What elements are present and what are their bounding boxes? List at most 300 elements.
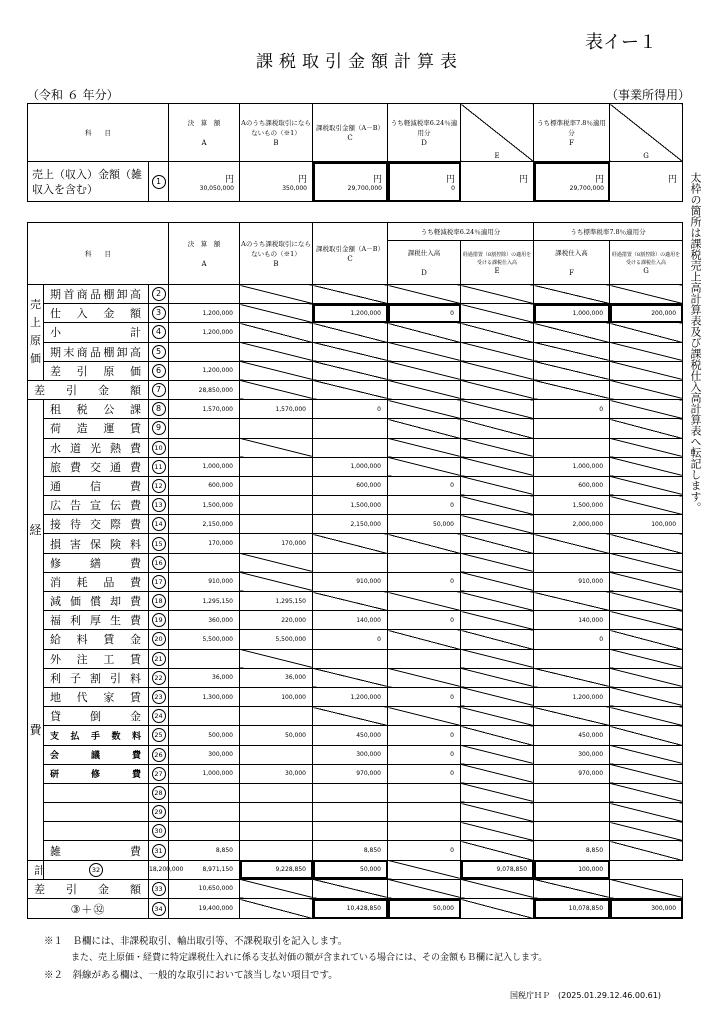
row-number: 32 xyxy=(44,860,149,879)
cell-f xyxy=(534,285,610,304)
cell-a xyxy=(169,342,240,361)
table-row xyxy=(28,400,683,419)
row-number: 26 xyxy=(149,745,169,764)
form-scope: （事業所得用） xyxy=(606,88,691,102)
cell-f: 2,000,000 xyxy=(534,515,610,534)
row-label: 期末商品棚卸高 xyxy=(44,342,149,361)
table-row xyxy=(28,630,683,649)
cell-f: 8,850 xyxy=(534,841,610,860)
cell-c xyxy=(313,592,388,611)
cell-a xyxy=(169,707,240,726)
cell-a: 170,000 xyxy=(169,534,240,553)
cell-d: 0 xyxy=(388,764,461,783)
row-label: 消耗品費 xyxy=(44,572,149,591)
table-row xyxy=(28,457,683,476)
cell-d: 0 xyxy=(388,304,461,323)
cell-b xyxy=(240,285,313,304)
row-label: 給料賃金 xyxy=(44,630,149,649)
table-row xyxy=(28,822,683,841)
cell-f: 0 xyxy=(534,630,610,649)
cell-b xyxy=(240,342,313,361)
col-c-header-2: 課税取引金額（A－B） C xyxy=(313,223,388,285)
table-row xyxy=(28,592,683,611)
cell-a: 8,850 xyxy=(169,841,240,860)
row-number: 24 xyxy=(149,707,169,726)
cell-f: 1,000,000 xyxy=(534,304,610,323)
cell-f xyxy=(534,822,610,841)
cell-g xyxy=(610,668,683,687)
row-label: 期首商品棚卸高 xyxy=(44,285,149,304)
cell-b xyxy=(240,380,313,399)
cell-c xyxy=(313,879,388,898)
cell-e xyxy=(461,668,534,687)
cell-f xyxy=(534,419,610,438)
cell-b: 8,971,150 xyxy=(169,860,240,879)
cell-g xyxy=(610,323,683,342)
col-f-header: うち標準税率7.8％適用分 F xyxy=(534,104,610,162)
table-row xyxy=(28,649,683,668)
cell-c xyxy=(313,553,388,572)
cell-d xyxy=(388,649,461,668)
cell-c xyxy=(313,783,388,802)
cell-e xyxy=(461,476,534,495)
row-label: 減価償却費 xyxy=(44,592,149,611)
cell-a: 28,850,000 xyxy=(169,380,240,399)
row-label: 仕入金額 xyxy=(44,304,149,323)
cell-c xyxy=(313,822,388,841)
cell-g xyxy=(610,803,683,822)
cell-c: 8,850 xyxy=(313,841,388,860)
cell-b xyxy=(240,496,313,515)
row-label xyxy=(44,783,149,802)
cell-d: 50,000 xyxy=(388,899,461,919)
cell-e xyxy=(461,342,534,361)
table-row xyxy=(28,572,683,591)
sales-e: 円 xyxy=(461,162,534,202)
cell-e xyxy=(461,380,534,399)
cell-b: 100,000 xyxy=(240,687,313,706)
cell-d xyxy=(388,592,461,611)
row-label: 差引原価 xyxy=(44,361,149,380)
row-number: 6 xyxy=(149,361,169,380)
cell-c: 10,428,850 xyxy=(313,899,388,919)
table-row xyxy=(28,476,683,495)
cell-b xyxy=(240,649,313,668)
table-row xyxy=(28,553,683,572)
reduced-rate-group: うち軽減税率6.24％適用分 xyxy=(388,223,534,241)
table-row xyxy=(28,879,683,898)
cell-a: 1,200,000 xyxy=(169,304,240,323)
cell-a xyxy=(169,285,240,304)
row-number: 7 xyxy=(149,380,169,399)
cell-d: 50,000 xyxy=(388,515,461,534)
cell-d: 50,000 xyxy=(313,860,388,879)
cell-g xyxy=(610,419,683,438)
cell-b: 30,000 xyxy=(240,764,313,783)
cell-e xyxy=(461,496,534,515)
cell-f xyxy=(534,553,610,572)
cell-e xyxy=(461,630,534,649)
tax-year: （令和 ６ 年分） xyxy=(27,88,119,102)
cell-a: 36,000 xyxy=(169,668,240,687)
col-c-header: 課税取引金額（A－B） C xyxy=(313,104,388,162)
col-d-header-2: 課税仕入高 D xyxy=(388,241,461,285)
row-number: 23 xyxy=(149,687,169,706)
row-number: 18 xyxy=(149,592,169,611)
cell-b xyxy=(240,803,313,822)
cell-b xyxy=(240,553,313,572)
cell-c: 0 xyxy=(313,400,388,419)
cell-a: 18,200,000 xyxy=(149,860,169,879)
cell-a xyxy=(169,803,240,822)
cell-a: 1,500,000 xyxy=(169,496,240,515)
cell-g xyxy=(610,822,683,841)
cell-e xyxy=(461,304,534,323)
cell-a: 1,295,150 xyxy=(169,592,240,611)
row-number: 15 xyxy=(149,534,169,553)
row-number: 22 xyxy=(149,668,169,687)
row-number: 10 xyxy=(149,438,169,457)
row-label: 通信費 xyxy=(44,476,149,495)
subject-header-2: 科 目 xyxy=(28,223,169,285)
cell-d xyxy=(388,707,461,726)
cell-d xyxy=(388,419,461,438)
row-label: 雑費 xyxy=(44,841,149,860)
row-label: 広告宣伝費 xyxy=(44,496,149,515)
cell-e xyxy=(461,841,534,860)
cell-d xyxy=(388,822,461,841)
sales-f: 円 29,700,000 xyxy=(534,162,610,202)
col-g-header: G xyxy=(610,104,683,162)
row-number: 19 xyxy=(149,611,169,630)
cell-d: 0 xyxy=(388,572,461,591)
sales-c: 円 29,700,000 xyxy=(313,162,388,202)
row-label: 租税公課 xyxy=(44,400,149,419)
row-label: 地代家賃 xyxy=(44,687,149,706)
table-row xyxy=(28,438,683,457)
cell-c xyxy=(313,438,388,457)
standard-rate-group: うち標準税率7.8％適用分 xyxy=(534,223,683,241)
cell-a xyxy=(169,783,240,802)
cell-e xyxy=(461,707,534,726)
row-label: 旅費交通費 xyxy=(44,457,149,476)
row-label: 差引金額 xyxy=(28,380,149,399)
row-number: 14 xyxy=(149,515,169,534)
page-title: 課税取引金額計算表 xyxy=(256,52,463,72)
cell-f xyxy=(534,707,610,726)
cell-d: 0 xyxy=(388,687,461,706)
cell-e xyxy=(461,726,534,745)
table-row xyxy=(28,496,683,515)
cell-g xyxy=(610,496,683,515)
row-label: 接待交際費 xyxy=(44,515,149,534)
sales-no: 1 xyxy=(149,162,169,202)
row-number: 4 xyxy=(149,323,169,342)
purchases-table xyxy=(27,222,683,919)
cell-b: 1,570,000 xyxy=(240,400,313,419)
cell-c: 910,000 xyxy=(313,572,388,591)
cell-d: 0 xyxy=(388,745,461,764)
cell-e xyxy=(461,515,534,534)
row-number: 20 xyxy=(149,630,169,649)
table-row xyxy=(28,860,683,879)
col-b-header-2: Aのうち課税取引にならないもの（※1） B xyxy=(240,223,313,285)
cell-g xyxy=(610,649,683,668)
row-label: 外注工賃 xyxy=(44,649,149,668)
table-row xyxy=(28,380,683,399)
cell-c xyxy=(313,361,388,380)
form-id: 表イー１ xyxy=(585,32,657,53)
row-number: 31 xyxy=(149,841,169,860)
sales-table xyxy=(27,103,683,202)
cell-f: 1,000,000 xyxy=(534,457,610,476)
cell-c xyxy=(313,707,388,726)
cell-f xyxy=(534,803,610,822)
cell-c: 600,000 xyxy=(313,476,388,495)
cell-a: 10,650,000 xyxy=(169,879,240,898)
cell-a: 360,000 xyxy=(169,611,240,630)
row-label: 福利厚生費 xyxy=(44,611,149,630)
cell-g xyxy=(610,879,683,898)
table-row xyxy=(28,764,683,783)
col-a-header-2: 決 算 額 A xyxy=(169,223,240,285)
row-label: 修繕費 xyxy=(44,553,149,572)
cell-c: 970,000 xyxy=(313,764,388,783)
cell-c: 1,200,000 xyxy=(313,687,388,706)
cell-a xyxy=(169,438,240,457)
table-row xyxy=(28,668,683,687)
cell-d xyxy=(388,400,461,419)
cell-d xyxy=(388,438,461,457)
row-number: 12 xyxy=(149,476,169,495)
row-number: 21 xyxy=(149,649,169,668)
cell-a: 1,000,000 xyxy=(169,764,240,783)
cell-e xyxy=(461,879,534,898)
row-number: 2 xyxy=(149,285,169,304)
cell-g xyxy=(610,687,683,706)
cell-e xyxy=(461,361,534,380)
cell-f: 450,000 xyxy=(534,726,610,745)
cell-c xyxy=(313,342,388,361)
cell-b xyxy=(240,476,313,495)
cell-g: 200,000 xyxy=(610,304,683,323)
cell-d: 0 xyxy=(388,611,461,630)
row-number: 5 xyxy=(149,342,169,361)
cell-g xyxy=(610,361,683,380)
cell-g xyxy=(610,707,683,726)
cell-a: 1,300,000 xyxy=(169,687,240,706)
cell-f: 300,000 xyxy=(534,745,610,764)
cell-a: 500,000 xyxy=(169,726,240,745)
cell-a: 1,000,000 xyxy=(169,457,240,476)
row-label xyxy=(44,803,149,822)
row-number: 3 xyxy=(149,304,169,323)
row-number: 11 xyxy=(149,457,169,476)
table-row xyxy=(28,745,683,764)
cell-g xyxy=(610,285,683,304)
cell-e xyxy=(461,764,534,783)
cell-f: 910,000 xyxy=(534,572,610,591)
sales-g: 円 xyxy=(610,162,683,202)
row-label: 損害保険料 xyxy=(44,534,149,553)
table-row xyxy=(28,515,683,534)
cell-a: 1,570,000 xyxy=(169,400,240,419)
cell-a: 600,000 xyxy=(169,476,240,495)
col-f-header-2: 課税仕入高 F xyxy=(534,241,610,285)
row-number: 9 xyxy=(149,419,169,438)
cell-f: 1,200,000 xyxy=(534,687,610,706)
cell-c xyxy=(313,380,388,399)
note-2: ※２ 斜線がある欄は、一般的な取引において該当しない項目です。 xyxy=(44,970,338,981)
subject-header: 科 目 xyxy=(28,104,169,162)
row-label: 利子割引料 xyxy=(44,668,149,687)
row-label: 支払手数料 xyxy=(44,726,149,745)
notes xyxy=(44,933,547,984)
cell-c xyxy=(313,803,388,822)
row-number: 8 xyxy=(149,400,169,419)
cell-b xyxy=(240,822,313,841)
cell-e xyxy=(461,611,534,630)
cell-b xyxy=(240,879,313,898)
note-1b: また、売上原価・経費に特定課税仕入れに係る支払対価の額が含まれている場合には、その金額もＢ欄に記入します。 xyxy=(44,953,548,963)
sales-d: 円 0 xyxy=(388,162,461,202)
table-row xyxy=(28,803,683,822)
row-number: 33 xyxy=(149,879,169,898)
cell-g xyxy=(610,380,683,399)
table-row xyxy=(28,419,683,438)
cell-a xyxy=(169,419,240,438)
cell-b xyxy=(240,707,313,726)
cell-f xyxy=(534,668,610,687)
table-row xyxy=(28,726,683,745)
row-number: 16 xyxy=(149,553,169,572)
transfer-note: 太枠の箇所は課税売上高計算表及び課税仕入高計算表へ転記します。 xyxy=(689,172,702,513)
cell-e xyxy=(461,419,534,438)
table-row xyxy=(28,361,683,380)
group-cogs: 売上原価 xyxy=(28,285,44,381)
cell-g xyxy=(610,572,683,591)
cell-f: 10,078,850 xyxy=(534,899,610,919)
cell-b xyxy=(240,361,313,380)
cell-f xyxy=(534,323,610,342)
cell-e xyxy=(461,438,534,457)
cell-b xyxy=(240,515,313,534)
cell-f xyxy=(534,592,610,611)
cell-f xyxy=(534,879,610,898)
cell-f xyxy=(534,649,610,668)
cell-g: 300,000 xyxy=(610,899,683,919)
cell-d xyxy=(388,323,461,342)
cell-a: 1,200,000 xyxy=(169,361,240,380)
row-number: 29 xyxy=(149,803,169,822)
cell-e xyxy=(461,899,534,919)
cell-a: 19,400,000 xyxy=(169,899,240,919)
cell-f xyxy=(534,438,610,457)
cell-g xyxy=(610,611,683,630)
cell-f xyxy=(534,534,610,553)
cell-c xyxy=(313,419,388,438)
table-row xyxy=(28,323,683,342)
cell-f xyxy=(534,342,610,361)
row-number: 13 xyxy=(149,496,169,515)
col-g-header-2: 経過措置（8割控除）の適用を受ける課税仕入高 G xyxy=(610,241,683,285)
cell-f: 1,500,000 xyxy=(534,496,610,515)
cell-c: 2,150,000 xyxy=(313,515,388,534)
cell-b: 220,000 xyxy=(240,611,313,630)
table-row xyxy=(28,783,683,802)
cell-d xyxy=(388,457,461,476)
cell-g xyxy=(610,592,683,611)
table-row xyxy=(28,707,683,726)
cell-b xyxy=(240,841,313,860)
cell-b xyxy=(240,899,313,919)
cell-a: 1,200,000 xyxy=(169,323,240,342)
cell-d xyxy=(388,380,461,399)
note-1: ※１ Ｂ欄には、非課税取引、輸出取引等、不課税取引を記入します。 xyxy=(44,936,348,947)
row-number: 34 xyxy=(149,899,169,919)
row-number: 27 xyxy=(149,764,169,783)
cell-g xyxy=(610,534,683,553)
row-label: 荷造運賃 xyxy=(44,419,149,438)
cell-d xyxy=(388,783,461,802)
cell-d xyxy=(388,803,461,822)
cell-a xyxy=(169,649,240,668)
cell-d: 0 xyxy=(388,841,461,860)
cell-d xyxy=(388,553,461,572)
cell-g xyxy=(610,457,683,476)
cell-f: 0 xyxy=(534,400,610,419)
cell-b: 5,500,000 xyxy=(240,630,313,649)
cell-g xyxy=(610,764,683,783)
cell-b xyxy=(240,419,313,438)
cell-d: 0 xyxy=(388,496,461,515)
row-number: 30 xyxy=(149,822,169,841)
cell-c xyxy=(313,649,388,668)
row-number: 17 xyxy=(149,572,169,591)
cell-e xyxy=(461,572,534,591)
cell-e xyxy=(461,534,534,553)
cell-b xyxy=(240,438,313,457)
cell-e xyxy=(461,285,534,304)
sales-label: 売上（収入）金額（雑収入を含む） xyxy=(28,162,149,202)
cell-d xyxy=(388,361,461,380)
table-row xyxy=(28,342,683,361)
cell-e xyxy=(461,592,534,611)
cell-g: 100,000 xyxy=(610,515,683,534)
cell-d: 0 xyxy=(388,476,461,495)
cell-c: 300,000 xyxy=(313,745,388,764)
row-label: 貸倒金 xyxy=(44,707,149,726)
cell-f: 140,000 xyxy=(534,611,610,630)
cell-b xyxy=(240,745,313,764)
cell-c xyxy=(313,323,388,342)
cell-g xyxy=(610,841,683,860)
cell-f: 600,000 xyxy=(534,476,610,495)
cell-b xyxy=(240,323,313,342)
cell-g xyxy=(610,553,683,572)
cell-g xyxy=(610,745,683,764)
cell-d xyxy=(388,630,461,649)
col-e-header-2: 経過措置（8割控除）の適用を受ける課税仕入高 E xyxy=(461,241,534,285)
cell-e xyxy=(461,457,534,476)
sales-a: 円 30,050,000 xyxy=(169,162,240,202)
row-label: 計 xyxy=(28,860,44,879)
table-row xyxy=(28,611,683,630)
cell-b xyxy=(240,457,313,476)
row-label: 研修費 xyxy=(44,764,149,783)
cell-b: 36,000 xyxy=(240,668,313,687)
cell-g xyxy=(610,438,683,457)
